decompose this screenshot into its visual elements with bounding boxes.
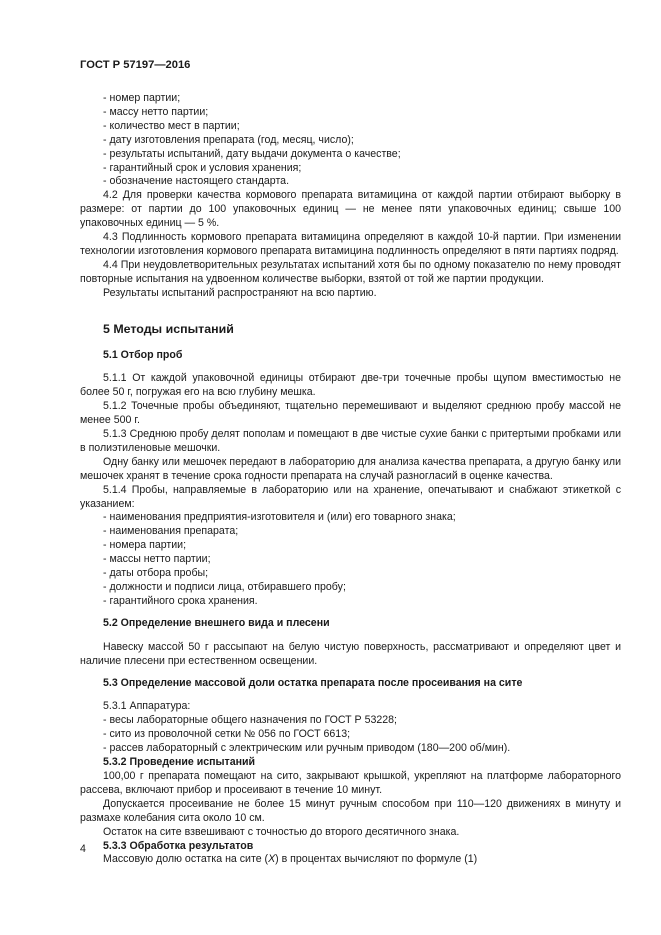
list-item: - результаты испытаний, дату выдачи документа о качестве; [103,147,401,160]
list-item: - массы нетто партии; [103,553,211,566]
list-item: - наименования препарата; [103,525,239,538]
list-item: - наименования предприятия-изготовителя и (или) его товарного знака; [103,511,456,524]
list-item: - номера партии; [103,539,187,552]
list-item: - должности и подписи лица, отбиравшего пробу; [103,581,346,593]
page-content [80,92,621,867]
list-item: - массу нетто партии; [103,105,209,118]
page-number: 4 [80,843,86,855]
section-5-2-title: 5.2 Определение внешнего вида и плесени [103,616,330,629]
list-item: - весы лабораторные общего назначения по ГОСТ Р 53228; [103,714,397,727]
list-item: - рассев лабораторный с электрическим или ручным приводом (180—200 об/мин). [103,742,511,755]
variable-x: X [268,853,276,866]
list-item: - сито из проволочной сетки № 056 по ГОСТ 6613; [103,728,351,741]
list-item: - обозначение настоящего стандарта. [103,175,290,188]
paragraph-5-1-4: 5.1.4 Пробы, направляемые в лабораторию или на хранение, опечатывают и снабжают этикеткой с указанием: [80,483,621,510]
paragraph-5-3-1: 5.3.1 Аппаратура: [103,700,191,713]
paragraph-5-1-3-continued: Одну банку или мешочек передают в лабораторию для анализа качества препарата, а другую банку или мешочек хранят в течение срока годности препарата на случай разногласий в оценке качества. [80,455,621,482]
document-code-header: ГОСТ Р 57197—2016 [80,59,191,71]
clause-4-3: 4.3 Подлинность кормового препарата витамицина определяют в каждой 10-й партии. При изменении технологии изготовления кормового препарата витамицина подлинность определяют в пяти партиях подряд. [80,231,621,257]
list-item: - даты отбора пробы; [103,567,209,580]
clause-4-2: 4.2 Для проверки качества кормового препарата витамицина от каждой партии отбирают выборку в размере: от партии до 100 упаковочных единиц — не менее пяти упаковочных единиц; свыше 100 упаковочных единиц — 5 %. [80,189,621,230]
section-5-3-3-title: 5.3.3 Обработка результатов [103,839,254,852]
section-5-1-title: 5.1 Отбор проб [103,348,183,361]
paragraph-5-1-1: 5.1.1 От каждой упаковочной единицы отбирают две-три точечные пробы щупом вместимостью не более 50 г, погружая его на всю глубину мешка. [80,372,621,399]
section-5-3-2-title: 5.3.2 Проведение испытаний [103,756,256,769]
section-5-3-title: 5.3 Определение массовой доли остатка препарата после просеивания на сите [103,676,523,689]
results-note: Результаты испытаний распространяют на всю партию. [103,286,377,299]
list-item: - гарантийный срок и условия хранения; [103,161,302,174]
paragraph-5-3-2-a: 100,00 г препарата помещают на сито, закрывают крышкой, укрепляют на платформе лабораторного рассева, включают прибор и просеивают в течение 10 минут. [80,769,621,796]
list-item: - количество мест в партии; [103,119,240,132]
formula-intro-text-end: ) в процентах вычисляют по формуле (1) [275,853,478,866]
list-item: - номер партии; [103,92,181,104]
paragraph-5-1-3: 5.1.3 Среднюю пробу делят пополам и помещают в две чистые сухие банки с притертыми пробками или в полиэтиленовые мешочки. [80,428,621,454]
paragraph-5-3-2-c: Остаток на сите взвешивают с точностью до второго десятичного знака. [103,825,460,838]
list-item: - дату изготовления препарата (год, месяц, число); [103,133,354,146]
paragraph-5-2: Навеску массой 50 г рассыпают на белую чистую поверхность, рассматривают и определяют цвет и наличие плесени при естественном освещении. [80,640,621,667]
clause-4-4: 4.4 При неудовлетворительных результатах испытаний хотя бы по одному показателю по нему проводят повторные испытания на удвоенном количестве выборки, взятой от той же партии продукции. [80,258,621,285]
formula-intro-text: Массовую долю остатка на сите ( [103,853,269,866]
paragraph-5-3-2-b: Допускается просеивание не более 15 минут ручным способом при 110—120 движениях в минуту и размахе колебания сита около 10 см. [80,797,621,824]
list-item: - гарантийного срока хранения. [103,594,258,607]
paragraph-5-3-3 [80,853,621,867]
paragraph-5-1-2: 5.1.2 Точечные пробы объединяют, тщательно перемешивают и выделяют среднюю пробу массой не менее 500 г. [80,400,621,427]
section-5-title: 5 Методы испытаний [103,321,234,336]
